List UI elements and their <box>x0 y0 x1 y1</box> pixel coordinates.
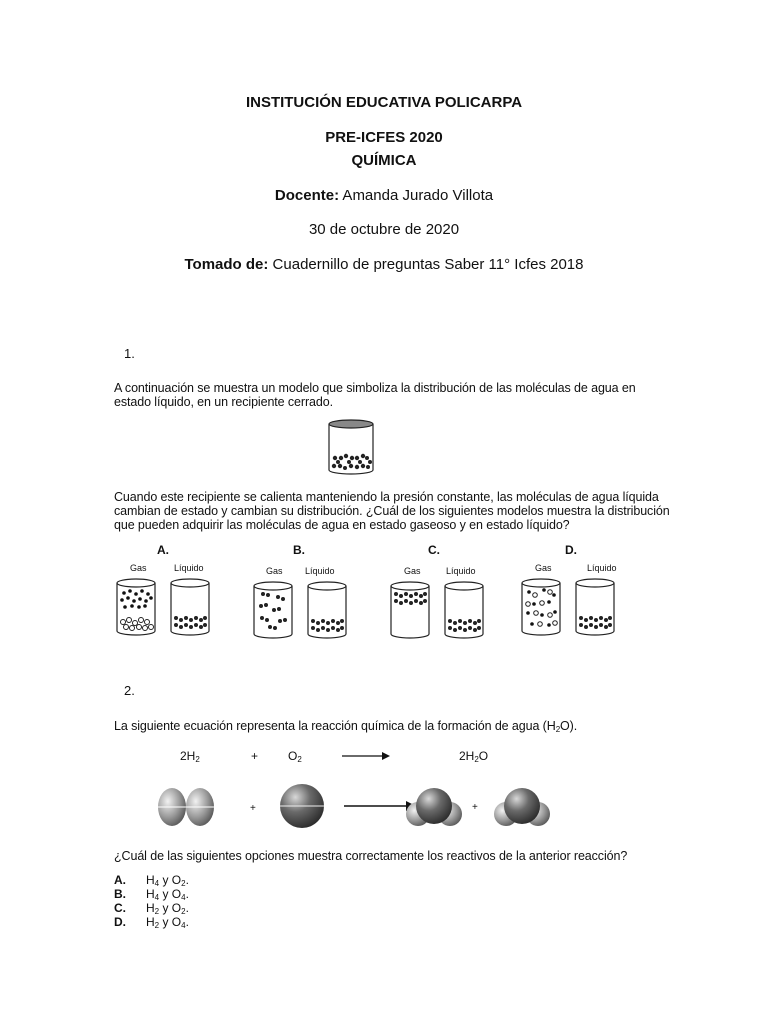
q2-option-c-end: . <box>185 901 189 915</box>
q2-intro-sub: 2 <box>555 725 561 734</box>
q2-option-a-sub2: 2 <box>181 879 186 888</box>
q2-number: 2. <box>124 683 135 698</box>
h2-molecule-1 <box>158 788 186 826</box>
h2-molecule-2 <box>186 788 214 826</box>
model-plus-2: + <box>472 802 478 813</box>
eq-reactant-o2 <box>288 749 302 763</box>
date-line: 30 de octubre de 2020 <box>308 221 460 238</box>
q1-question-line3: que pueden adquirir las moléculas de agua en estado gaseoso y en estado líquido? <box>114 518 570 532</box>
q2-option-c-el1: H <box>146 901 155 915</box>
q1-question-line2: cambian de estado y cambian su distribución. ¿Cuál de los siguientes modelos muestra la distribución <box>114 504 670 518</box>
eq-molecule-models <box>150 780 570 840</box>
q1-reference-container <box>326 418 376 476</box>
q2-option-a-el1: H <box>146 873 155 887</box>
teacher-line <box>0 187 768 204</box>
q2-option-b-end: . <box>185 887 189 901</box>
eq-reactant-o2-base: O <box>288 749 298 763</box>
q2-option-d-letter: D. <box>114 915 126 929</box>
q2-option-d-mid: y O <box>159 915 182 929</box>
q2-option-b[interactable] <box>114 887 189 901</box>
institution-title: INSTITUCIÓN EDUCATIVA POLICARPA <box>245 94 523 111</box>
eq-product-tail: O <box>478 749 489 763</box>
o2-molecule <box>280 784 324 828</box>
teacher-label: Docente: <box>274 187 340 204</box>
q1-option-c-containers <box>389 580 489 642</box>
eq-product-sub: 2 <box>474 755 479 764</box>
q2-option-d-el1: H <box>146 915 155 929</box>
q1-option-a-liquid-label: Líquido <box>174 563 204 573</box>
q2-option-d[interactable] <box>114 915 189 929</box>
source-line <box>0 256 768 273</box>
q2-option-c-sub1: 2 <box>154 907 160 916</box>
source-text: Cuadernillo de preguntas Saber 11° Icfes 2018 <box>268 256 584 273</box>
q1-option-b-containers <box>252 580 352 642</box>
eq-plus-1: + <box>251 749 259 763</box>
q1-intro-line1: A continuación se muestra un modelo que simboliza la distribución de las moléculas de agua en <box>114 381 636 395</box>
q2-option-c[interactable] <box>114 901 189 915</box>
q2-option-b-el1: H <box>146 887 155 901</box>
eq-product-h2o <box>459 749 488 763</box>
q2-option-b-sub2: 4 <box>181 893 186 902</box>
eq-reactant-h2-base: 2H <box>180 749 196 763</box>
q2-question: ¿Cuál de las siguientes opciones muestra correctamente los reactivos de la anterior reacción? <box>114 849 628 863</box>
q2-option-a-end: . <box>185 873 189 887</box>
q1-option-a-gas-label: Gas <box>130 563 147 573</box>
q2-option-c-sub2: 2 <box>181 907 186 916</box>
q1-option-c-gas-label: Gas <box>404 566 421 576</box>
q1-option-c-letter: C. <box>428 543 440 557</box>
eq-product-coef: 2H <box>459 749 475 763</box>
q2-option-a[interactable] <box>114 873 189 887</box>
q2-intro-prefix: La siguiente ecuación representa la reacción química de la formación de agua (H <box>114 719 556 733</box>
q1-question-line1: Cuando este recipiente se calienta manteniendo la presión constante, las moléculas de agua líquida <box>114 490 659 504</box>
model-arrow <box>344 801 416 811</box>
teacher-name: Amanda Jurado Villota <box>339 187 494 204</box>
q1-option-b-liquid-label: Líquido <box>305 566 335 576</box>
q1-option-d-liquid-label: Líquido <box>587 563 617 573</box>
q1-option-a-letter: A. <box>157 543 169 557</box>
q2-option-d-end: . <box>185 915 189 929</box>
model-plus-1: + <box>250 803 256 814</box>
q2-options-list <box>114 873 189 929</box>
q1-option-b-letter: B. <box>293 543 305 557</box>
q1-option-d-containers <box>520 577 620 639</box>
q2-option-c-mid: y O <box>159 901 182 915</box>
source-label: Tomado de: <box>184 256 269 273</box>
q1-option-b-gas-label: Gas <box>266 566 283 576</box>
q2-option-b-letter: B. <box>114 887 126 901</box>
q1-option-d-gas-label: Gas <box>535 563 552 573</box>
q2-option-a-mid: y O <box>159 873 182 887</box>
q2-option-c-letter: C. <box>114 901 126 915</box>
eq-arrow-top <box>342 751 392 761</box>
q2-option-d-sub2: 4 <box>181 921 186 930</box>
q1-number: 1. <box>124 346 135 361</box>
q2-option-b-mid: y O <box>159 887 182 901</box>
q2-option-b-sub1: 4 <box>154 893 160 902</box>
h2o-molecule-2 <box>494 788 550 826</box>
q2-option-d-sub1: 2 <box>154 921 160 930</box>
eq-reactant-h2-sub: 2 <box>195 755 200 764</box>
exam-title: PRE-ICFES 2020 <box>325 129 443 146</box>
q1-reference-molecules <box>332 454 372 470</box>
q2-intro <box>114 719 577 733</box>
h2o-molecule-1 <box>406 788 462 826</box>
q1-option-d-letter: D. <box>565 543 577 557</box>
eq-reactant-h2 <box>180 749 200 763</box>
subject-title: QUÍMICA <box>351 152 417 169</box>
eq-reactant-o2-sub: 2 <box>297 755 302 764</box>
q2-option-a-sub1: 4 <box>154 879 160 888</box>
q1-intro-line2: estado líquido, en un recipiente cerrado. <box>114 395 333 409</box>
q1-option-a-containers <box>115 577 215 639</box>
q1-option-c-liquid-label: Líquido <box>446 566 476 576</box>
q2-intro-suffix: O). <box>560 719 578 733</box>
q2-option-a-letter: A. <box>114 873 126 887</box>
